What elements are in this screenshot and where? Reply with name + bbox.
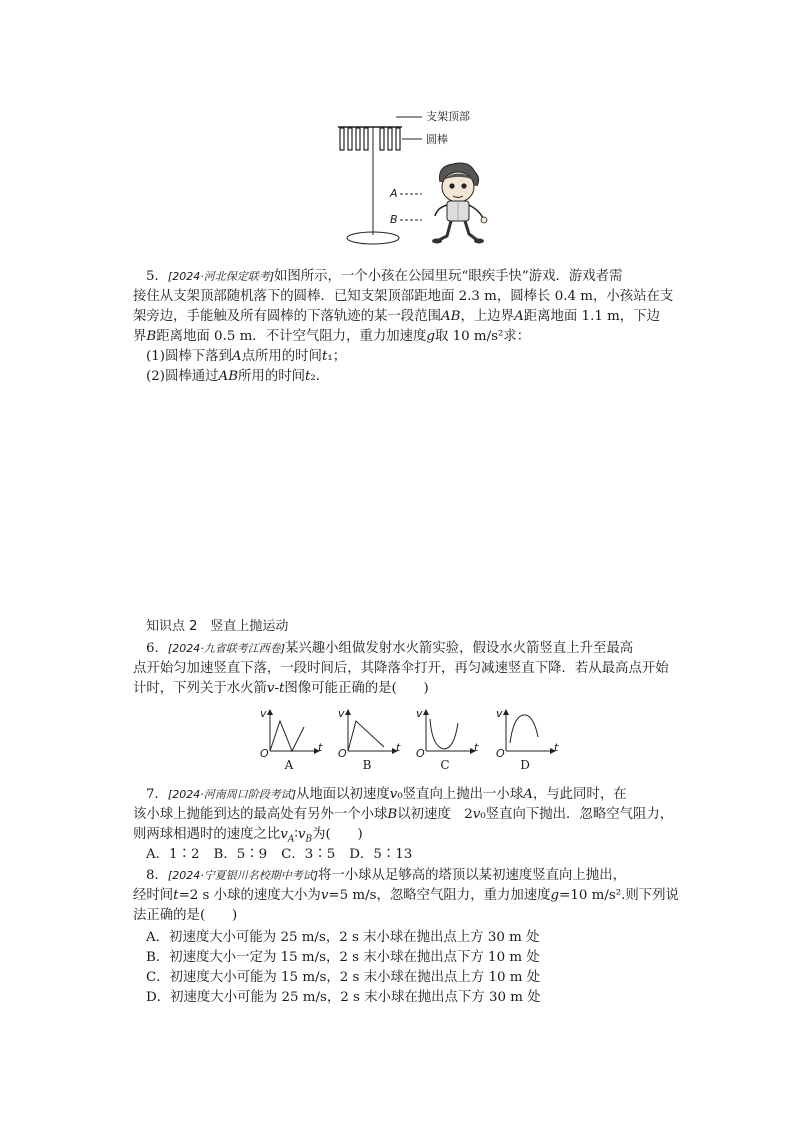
q8-text-2c: =2 s 小球的速度大小为 [178,888,321,903]
q5-line-4 [133,327,530,347]
q8-line-1 [146,866,626,886]
label-boundary-a: A [390,187,398,200]
q7-line-1 [146,785,627,805]
q8-option-d: D．初速度大小可能为 25 m/s，2 s 末小球在抛出点下方 30 m 处 [146,990,541,1005]
q5-var-ab: AB [440,309,461,324]
q8-option-c: C．初速度大小可能为 15 m/s，2 s 末小球在抛出点上方 10 m 处 [146,970,541,985]
q6-graph-b [336,707,406,775]
q7-text-2a: 该小球上抛能到达的最高处有另外一个小球 [133,807,388,822]
q7-option-c: C．3∶5 [281,847,336,862]
q6-line-1 [146,639,633,659]
q5-s1-text-e: ₁； [327,349,347,364]
q6-graph-c [414,707,484,775]
label-rod: 圆棒 [426,133,448,146]
q7-text-1c: ₀竖直向上抛出一小球 [397,787,524,802]
q5-subq-2 [146,367,320,387]
q8-text-2e: =5 m/s，忽略空气阻力，重力加速度 [328,888,551,903]
q5-line-2 [133,287,673,307]
q6-number: 6． [146,641,168,656]
q7-text-2c: 以初速度 2 [397,807,473,822]
q7-option-a: A．1∶2 [146,847,200,862]
graph-a-origin: O [260,747,269,760]
q5-text-1: 如图所示，一个小孩在公园里玩“眼疾手快”游戏．游戏者需 [274,269,623,284]
graph-d-origin: O [496,747,505,760]
q8-option-a: A．初速度大小可能为 25 m/s，2 s 末小球在抛出点上方 30 m 处 [146,930,540,945]
graph-a-v-label: v [260,707,267,720]
q7-ratio: ∶ [294,827,298,842]
graph-c-origin: O [416,747,425,760]
q5-var-a: A [514,309,524,324]
q8-text-3: 法正确的是( ) [133,908,238,923]
q6-graph-a [258,707,328,775]
graph-b-caption: B [362,758,372,772]
q8-line-2 [133,886,679,906]
q5-line-1 [146,267,622,287]
q5-text-2: 接住从支架顶部随机落下的圆棒．已知支架顶部距地面 2.3 m，圆棒长 0.4 m，小孩站在支 [133,289,674,304]
q5-s2-var-t: t [305,369,311,384]
q7-var-b: B [387,807,398,822]
q5-s1-var-t: t [321,349,328,364]
q5-text-4e: 取 10 m/s²求： [434,329,531,344]
graph-a-t-label: t [318,741,323,754]
q8-text-1: 将一小球从足够高的塔顶以某初速度竖直向上抛出， [318,868,626,883]
q5-s2-text-a: (2)圆棒通过 [146,369,219,384]
graph-d-caption: D [520,758,530,772]
child-illustration [425,160,500,246]
q5-text-4a: 界 [133,329,147,344]
graph-c-t-label: t [474,741,479,754]
q7-text-3a: 则两球相遇时的速度之比 [133,827,281,842]
graph-b-origin: O [338,747,347,760]
q5-s1-text-a: (1)圆棒下落到 [146,349,232,364]
q5-line-3 [133,307,660,327]
q6-line-3 [133,679,429,699]
q8-option-b: B．初速度大小一定为 15 m/s，2 s 末小球在抛出点下方 10 m 处 [146,950,540,965]
q7-text-2e: ₀竖直向下抛出．忽略空气阻力， [480,807,674,822]
graph-b-v-label: v [338,707,345,720]
q6-text-3c: 图像可能正确的是( ) [284,681,429,696]
q6-line-2 [133,659,669,679]
q5-text-3a: 架旁边，手能触及所有圆棒的下落轨迹的某一段范围 [133,309,441,324]
q5-text-3c: ，上边界 [460,309,515,324]
q5-s1-text-c: 点所用的时间 [241,349,322,364]
q5-s2-text-c: 所用的时间 [238,369,305,384]
q6-source: [2024·九省联考江西卷] [167,642,285,655]
q7-option-d: D．5∶13 [349,847,413,862]
q7-source: [2024·河南周口阶段考试] [167,788,296,801]
q8-line-3 [133,906,237,926]
q5-var-g: g [426,329,435,344]
q8-text-2a: 经时间 [133,888,174,903]
q5-source: [2024·河北保定联考] [167,270,274,283]
q7-var-a: A [523,787,533,802]
graph-b-t-label: t [396,741,401,754]
q6-graph-d [494,707,564,775]
q6-var-vt: v-t [266,681,285,696]
section-heading: 知识点 2 竖直上抛运动 [146,619,289,634]
q5-s2-text-e: ₂. [310,369,321,384]
q8-text-2g: =10 m/s².则下列说 [559,888,679,903]
q5-text-4c: 距离地面 0.5 m．不计空气阻力，重力加速度 [156,329,427,344]
q7-var-va: v [280,827,288,842]
q7-sub-a: A [287,834,295,845]
q7-var-v2: v [472,807,481,822]
graph-d-v-label: v [496,707,503,720]
q8-number: 8． [146,868,168,883]
child-drawing [425,160,500,246]
q7-var-v: v [389,787,398,802]
q7-text-3g: 为( ) [312,827,363,842]
label-support-top: 支架顶部 [426,110,470,123]
graph-c-caption: C [440,758,450,772]
graph-d-t-label: t [554,741,559,754]
graph-c-v-label: v [416,707,423,720]
q6-text-2: 点开始匀加速竖直下落，一段时间后，其降落伞打开，再匀减速竖直下降．若从最高点开始 [133,661,669,676]
q7-text-1a: 从地面以初速度 [296,787,390,802]
q7-text-1e: ，与此同时，在 [532,787,627,802]
graph-a-caption: A [284,758,294,772]
q6-text-3a: 计时，下列关于水火箭 [133,681,267,696]
q5-s2-var-ab: AB [218,369,239,384]
q7-sub-b: B [305,834,313,845]
q5-text-3e: 距离地面 1.1 m，下边 [523,309,660,324]
q6-text-1: 某兴趣小组做发射水火箭实验，假设水火箭竖直上升至最高 [285,641,634,656]
q8-var-g: g [550,888,560,903]
q8-var-t: t [173,888,179,903]
q7-line-2 [133,805,673,825]
q5-number: 5． [146,269,168,284]
q5-var-b: B [146,329,157,344]
q7-option-b: B．5∶9 [213,847,268,862]
q5-subq-1 [146,347,346,367]
q7-var-vb: v [297,827,306,842]
q5-s1-var-a: A [231,349,242,364]
q7-options [146,845,412,865]
q7-number: 7． [146,787,168,802]
q8-var-v: v [320,888,329,903]
label-boundary-b: B [390,213,398,226]
q8-source: [2024·宁夏银川名校期中考试] [167,869,318,882]
